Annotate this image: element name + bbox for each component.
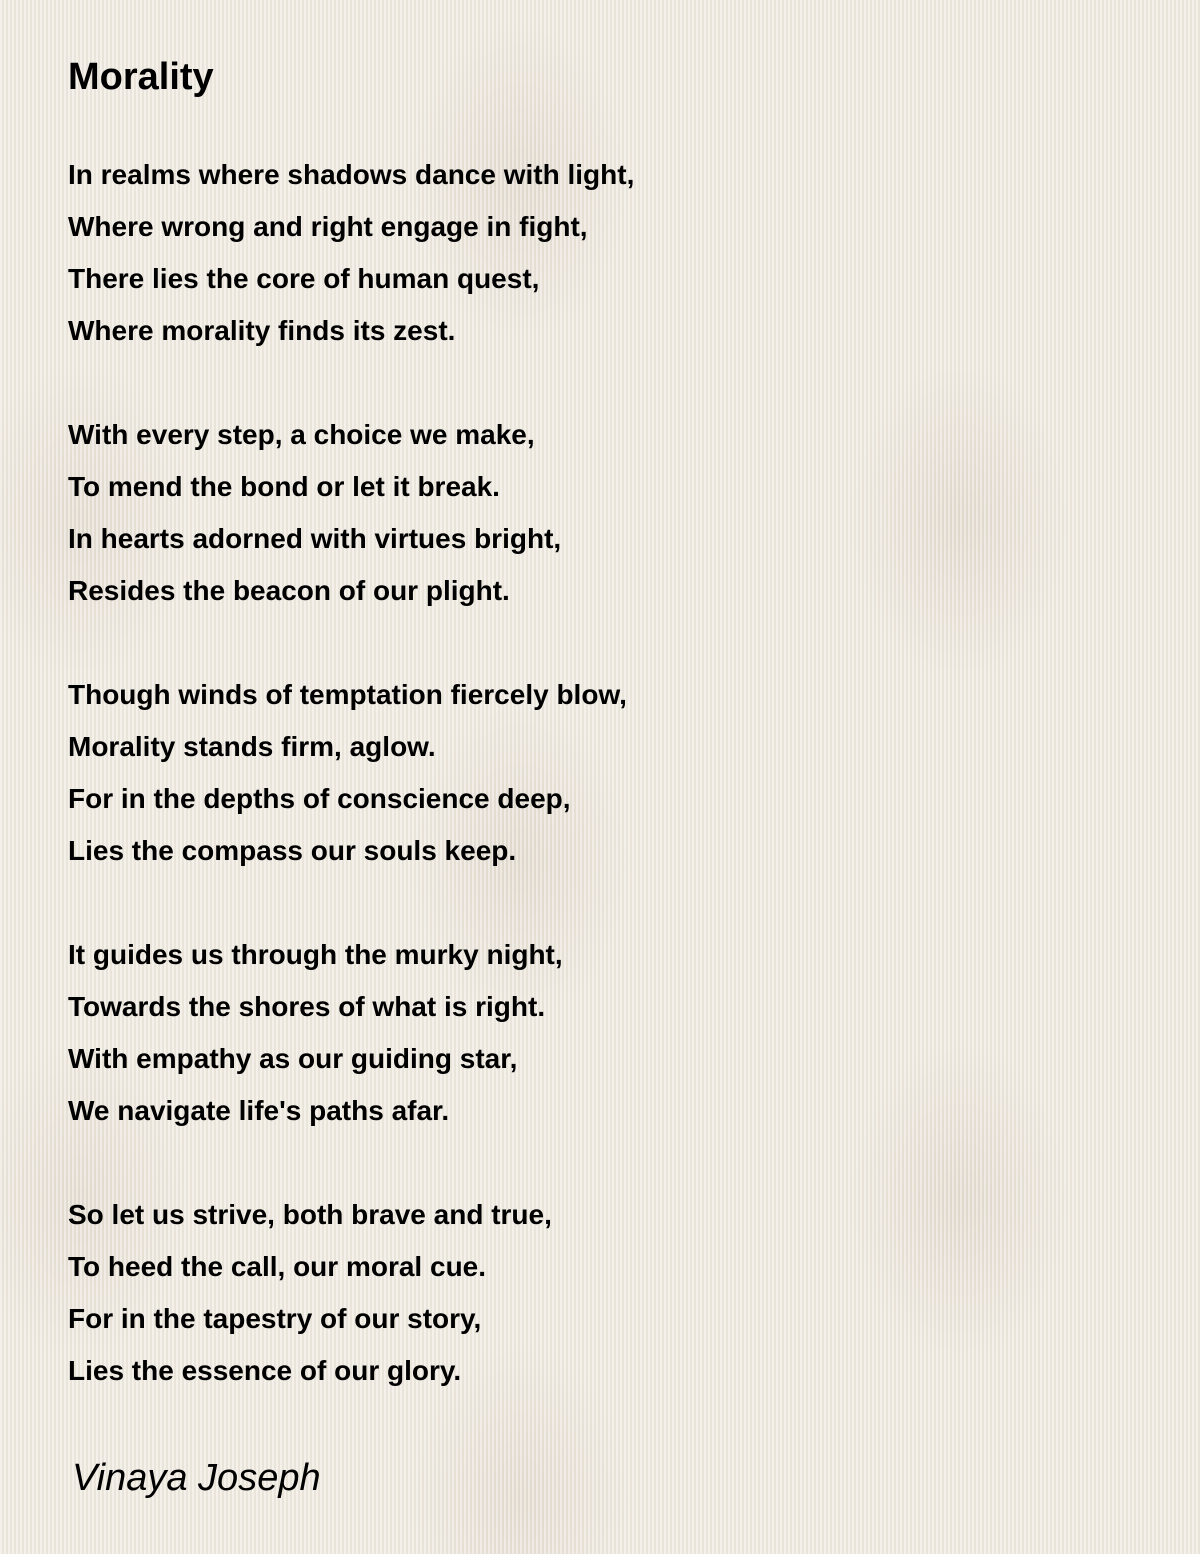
poem-title: Morality — [68, 56, 214, 98]
poem-author: Vinaya Joseph — [72, 1457, 321, 1499]
poem-line: Resides the beacon of our plight. — [68, 575, 510, 606]
stanza-5 — [68, 1189, 634, 1397]
poem-line: We navigate life's paths afar. — [68, 1095, 450, 1126]
poem-line: Towards the shores of what is right. — [68, 991, 546, 1022]
poem-line: Morality stands firm, aglow. — [68, 731, 436, 762]
poem-line: It guides us through the murky night, — [68, 939, 563, 970]
poem-line: In realms where shadows dance with light, — [68, 159, 635, 190]
poem-line: Where wrong and right engage in fight, — [68, 211, 588, 242]
stanza-1 — [68, 149, 634, 357]
poem-line: Lies the compass our souls keep. — [68, 835, 517, 866]
poem-line: With every step, a choice we make, — [68, 419, 535, 450]
poem-line: There lies the core of human quest, — [68, 263, 540, 294]
poem-line: For in the depths of conscience deep, — [68, 783, 571, 814]
poem-line: For in the tapestry of our story, — [68, 1303, 482, 1334]
poem-line: Where morality finds its zest. — [68, 315, 456, 346]
stanza-4 — [68, 929, 634, 1137]
poem-line: To mend the bond or let it break. — [68, 471, 500, 502]
poem-line: With empathy as our guiding star, — [68, 1043, 518, 1074]
poem-line: To heed the call, our moral cue. — [68, 1251, 487, 1282]
stanza-3 — [68, 669, 634, 877]
stanza-2 — [68, 409, 634, 617]
poem-line: In hearts adorned with virtues bright, — [68, 523, 562, 554]
poem-line: So let us strive, both brave and true, — [68, 1199, 552, 1230]
poem-body — [68, 149, 634, 1449]
poem-line: Lies the essence of our glory. — [68, 1355, 462, 1386]
poem-line: Though winds of temptation fiercely blow, — [68, 679, 627, 710]
